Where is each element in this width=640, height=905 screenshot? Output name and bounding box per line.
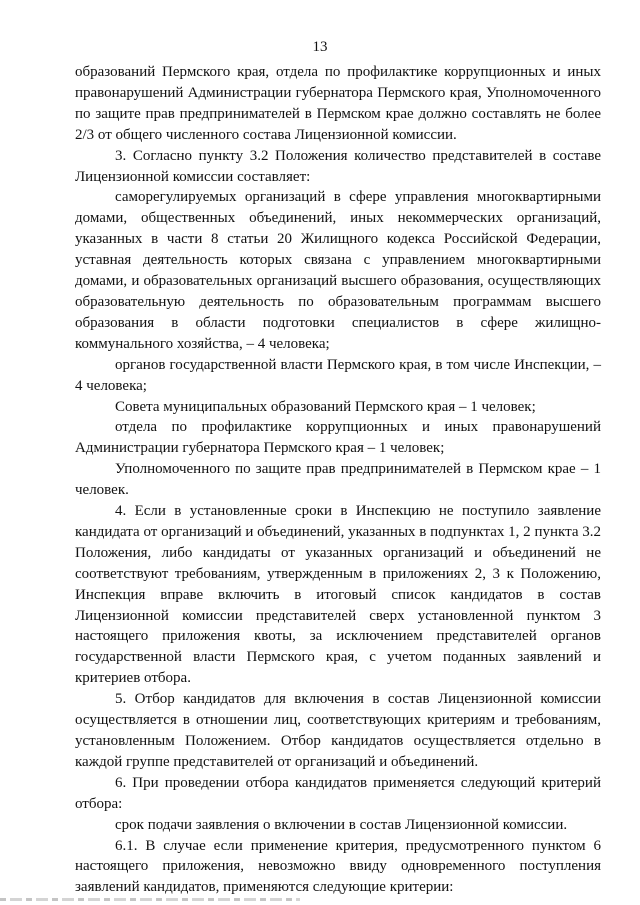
page-number: 13 xyxy=(312,39,328,55)
paragraph-item-3: 3. Согласно пункту 3.2 Положения количество представителей в составе Лицензионной комиссии составляет: xyxy=(75,147,601,185)
paragraph-item-3-sro: саморегулируемых организаций в сфере управления многоквартирными домами, общественных объединений, иных некоммерческих организаций, указанных в части 8 статьи 20 Жилищного кодекса Российской Федерации, уставная деятельность которых связана с управлением многоквартирными домами, и образовательных организаций высшего образования, осуществляющих образовательную деятельность по образовательным программам высшего образования в области подготовки специалистов в сфере жилищно-коммунального хозяйства, – 4 человека; xyxy=(75,189,601,352)
paragraph-item-6-criterion: срок подачи заявления о включении в состав Лицензионной комиссии. xyxy=(115,816,568,833)
scan-artifact-line xyxy=(0,898,300,901)
document-body xyxy=(75,62,601,898)
paragraph-item-3-ombudsman: Уполномоченного по защите прав предпринимателей в Пермском крае – 1 человек. xyxy=(75,461,601,499)
paragraph-item-3-council: Совета муниципальных образований Пермского края – 1 человек; xyxy=(115,398,536,415)
paragraph-item-6: 6. При проведении отбора кандидатов применяется следующий критерий отбора: xyxy=(75,774,601,812)
paragraph-item-3-anticorruption: отдела по профилактике коррупционных и иных правонарушений Администрации губернатора Пермского края – 1 человек; xyxy=(75,419,601,457)
paragraph-item-5: 5. Отбор кандидатов для включения в состав Лицензионной комиссии осуществляется в отношении лиц, соответствующих критериям и требованиям, установленным Положением. Отбор кандидатов осуществляется отдельно в каждой группе представителей от организаций и объединений. xyxy=(75,691,601,770)
paragraph-item-3-government: органов государственной власти Пермского края, в том числе Инспекции, – 4 человека; xyxy=(75,356,601,394)
paragraph-item-6-1: 6.1. В случае если применение критерия, предусмотренного пунктом 6 настоящего приложения, невозможно ввиду одновременного поступления заявлений кандидатов, применяются следующие критерии: xyxy=(75,837,601,896)
paragraph-continuation: образований Пермского края, отдела по профилактике коррупционных и иных правонарушений Администрации губернатора Пермского края, Уполномоченного по защите прав предпринимателей в Пермском крае должно составлять не более 2/3 от общего численного состава Лицензионной комиссии. xyxy=(75,64,601,143)
paragraph-item-4: 4. Если в установленные сроки в Инспекцию не поступило заявление кандидата от организаций и объединений, указанных в подпунктах 1, 2 пункта 3.2 Положения, либо кандидаты от указанных организаций и объединений не соответствуют требованиям, утвержденным в приложениях 2, 3 к Положению, Инспекция вправе включить в итоговый список кандидатов в состав Лицензионной комиссии представителей сверх установленной пунктом 3 настоящего приложения квоты, за исключением представителей органов государственной власти Пермского края, с учетом поданных заявлений и критериев отбора. xyxy=(75,503,601,687)
